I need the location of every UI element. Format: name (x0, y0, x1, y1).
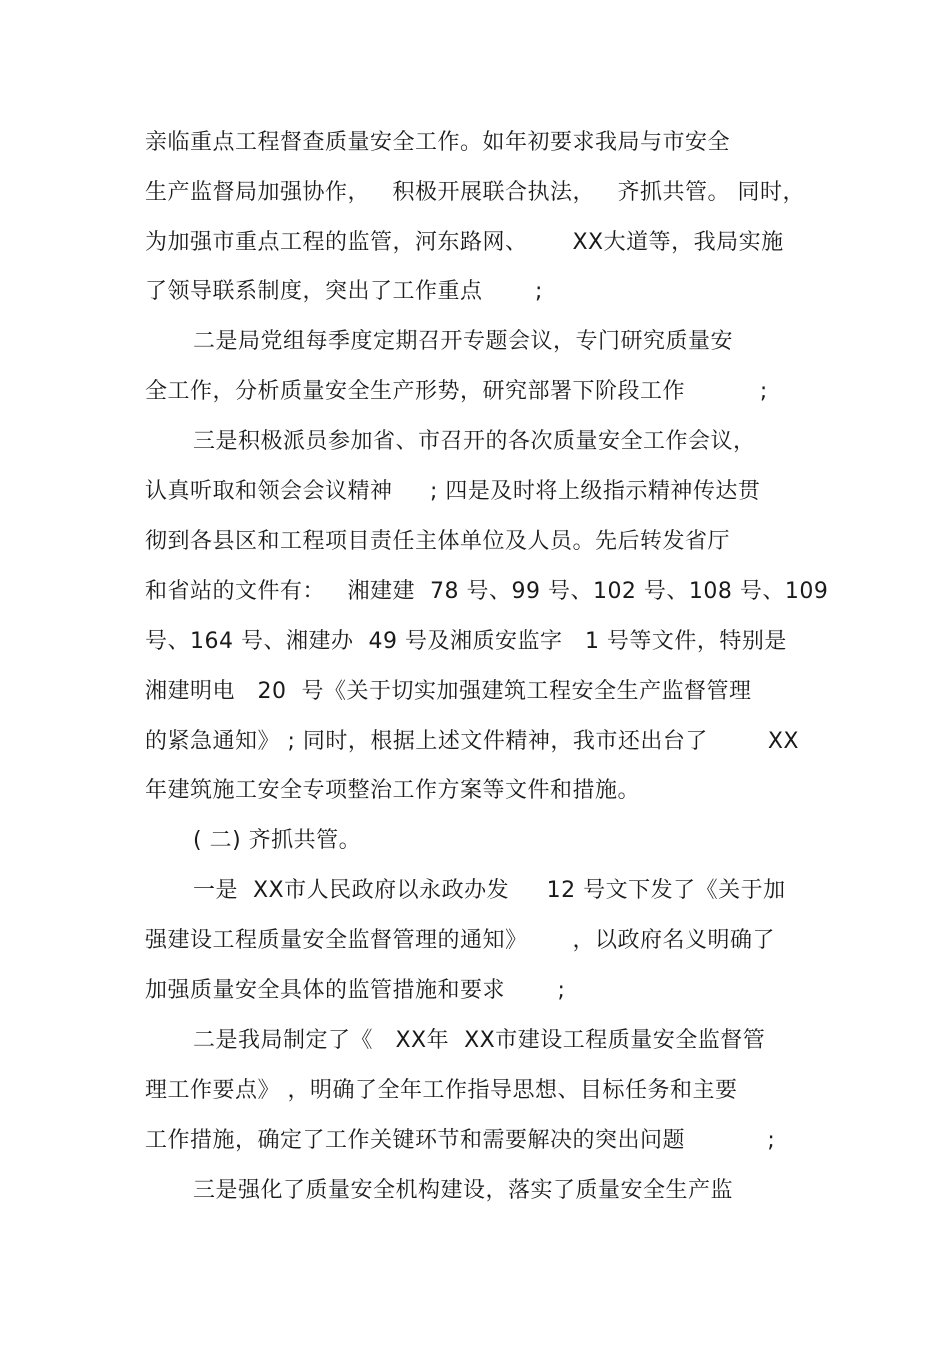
text-line: 号、164 号、湘建办 49 号及湘质安监字 1 号等文件，特别是 (145, 629, 787, 654)
text-line: 强建设工程质量安全监督管理的通知》 ，以政府名义明确了 (145, 928, 775, 953)
text-line: 工作措施，确定了工作关键环节和需要解决的突出问题 ; (145, 1128, 776, 1153)
text-line: 亲临重点工程督查质量安全工作。如年初要求我局与市安全 (145, 130, 731, 155)
text-line: 为加强市重点工程的监管，河东路网、 XX大道等，我局实施 (145, 230, 784, 255)
text-line: 的紧急通知》 ; 同时，根据上述文件精神，我市还出台了 XX (145, 729, 799, 754)
text-line: 二是我局制定了《 XX年 XX市建设工程质量安全监督管 (193, 1028, 766, 1053)
text-line: 一是 XX市人民政府以永政办发 12 号文下发了《关于加 (193, 878, 786, 903)
text-line: 理工作要点》 ，明确了全年工作指导思想、目标任务和主要 (145, 1078, 738, 1103)
text-line: 二是局党组每季度定期召开专题会议，专门研究质量安 (193, 329, 734, 354)
text-line: 认真听取和领会会议精神 ; 四是及时将上级指示精神传达贯 (145, 479, 761, 504)
text-line: 了领导联系制度，突出了工作重点 ; (145, 279, 543, 304)
text-line: 彻到各县区和工程项目责任主体单位及人员。先后转发省厅 (145, 529, 731, 554)
text-line: 三是强化了质量安全机构建设，落实了质量安全生产监 (193, 1178, 734, 1203)
text-line: 全工作，分析质量安全生产形势，研究部署下阶段工作 ; (145, 379, 768, 404)
section-heading: ( 二) 齐抓共管。 (193, 828, 362, 853)
text-line: 年建筑施工安全专项整治工作方案等文件和措施。 (145, 778, 641, 803)
text-line: 加强质量安全具体的监管措施和要求 ; (145, 978, 566, 1003)
text-line: 和省站的文件有： 湘建建 78 号、99 号、102 号、108 号、109 (145, 579, 829, 604)
text-line: 生产监督局加强协作， 积极开展联合执法， 齐抓共管。 同时， (145, 180, 805, 205)
text-line: 三是积极派员参加省、市召开的各次质量安全工作会议， (193, 429, 756, 454)
text-line: 湘建明电 20 号《关于切实加强建筑工程安全生产监督管理 (145, 679, 752, 704)
